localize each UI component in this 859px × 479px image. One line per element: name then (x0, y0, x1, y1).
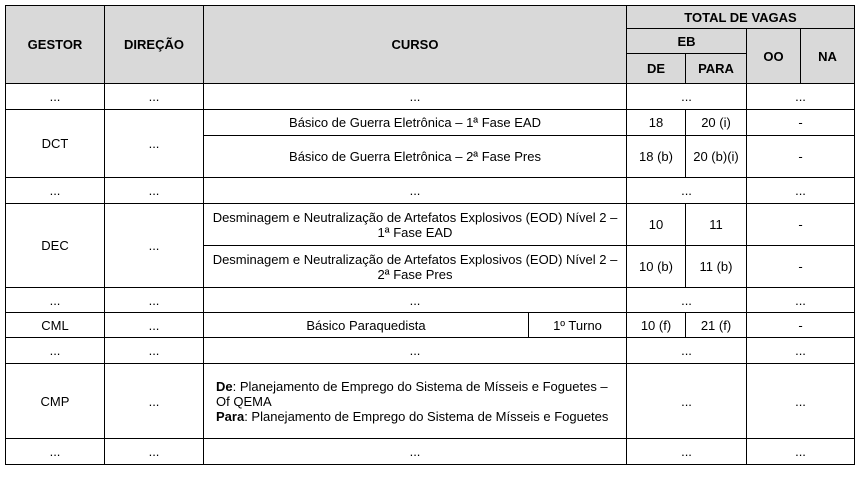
ellipsis-cell: ... (747, 178, 855, 204)
oo-cell: - (747, 204, 855, 246)
para-cell: 20 (i) (686, 110, 747, 136)
ellipsis-cell: ... (105, 84, 204, 110)
ellipsis-cell: ... (204, 178, 627, 204)
gestor-cell: CML (6, 313, 105, 338)
para-text: : Planejamento de Emprego do Sistema de Mísseis e Foguetes (244, 408, 609, 424)
de-cell: 18 (627, 110, 686, 136)
ellipsis-cell: ... (204, 439, 627, 465)
header-direcao: DIREÇÃO (105, 6, 204, 84)
header-eb: EB (627, 29, 747, 54)
gestor-cell: DEC (6, 204, 105, 288)
ellipsis-cell: ... (6, 338, 105, 364)
oo-cell: - (747, 110, 855, 136)
de-label: De (216, 378, 233, 394)
table-row (6, 439, 855, 465)
ellipsis-cell: ... (747, 439, 855, 465)
ellipsis-cell: ... (747, 84, 855, 110)
de-cell: 10 (b) (627, 246, 686, 288)
ellipsis-cell: ... (627, 288, 747, 313)
de-cell: 10 (627, 204, 686, 246)
table-row (6, 204, 855, 246)
curso-cell: Desminagem e Neutralização de Artefatos Explosivos (EOD) Nível 2 – 1ª Fase EAD (204, 204, 627, 246)
ellipsis-cell: ... (627, 178, 747, 204)
table-row (6, 364, 855, 439)
ellipsis-cell: ... (6, 178, 105, 204)
ellipsis-cell: ... (204, 338, 627, 364)
para-cell: 20 (b)(i) (686, 136, 747, 178)
curso-cell: Básico de Guerra Eletrônica – 2ª Fase Pres (204, 136, 627, 178)
header-total-vagas: TOTAL DE VAGAS (627, 6, 855, 29)
turno-cell: 1º Turno (529, 313, 627, 338)
header-para: PARA (686, 54, 747, 84)
ellipsis-cell: ... (6, 288, 105, 313)
header-gestor: GESTOR (6, 6, 105, 84)
de-line (216, 379, 623, 409)
ellipsis-cell: ... (204, 84, 627, 110)
oo-cell: - (747, 136, 855, 178)
de-cell: 10 (f) (627, 313, 686, 338)
ellipsis-cell: ... (747, 338, 855, 364)
table-row (6, 84, 855, 110)
ellipsis-cell: ... (105, 338, 204, 364)
para-cell: 11 (686, 204, 747, 246)
direcao-cell: ... (105, 313, 204, 338)
direcao-cell: ... (105, 364, 204, 439)
curso-cell (204, 364, 627, 439)
oo-cell: - (747, 313, 855, 338)
ellipsis-cell: ... (627, 84, 747, 110)
table-row (6, 110, 855, 136)
table-row (6, 288, 855, 313)
table-row (6, 178, 855, 204)
table-row (6, 313, 855, 338)
gestor-cell: CMP (6, 364, 105, 439)
para-line (216, 409, 623, 424)
table-row (6, 338, 855, 364)
curso-cell: Básico Paraquedista (204, 313, 529, 338)
header-de: DE (627, 54, 686, 84)
vagas-cell: ... (627, 364, 747, 439)
para-label: Para (216, 408, 245, 424)
oo-cell: - (747, 246, 855, 288)
para-cell: 21 (f) (686, 313, 747, 338)
gestor-cell: DCT (6, 110, 105, 178)
oo-cell: ... (747, 364, 855, 439)
curso-cell: Desminagem e Neutralização de Artefatos Explosivos (EOD) Nível 2 – 2ª Fase Pres (204, 246, 627, 288)
ellipsis-cell: ... (6, 439, 105, 465)
ellipsis-cell: ... (747, 288, 855, 313)
de-cell: 18 (b) (627, 136, 686, 178)
vagas-table (5, 5, 855, 465)
para-cell: 11 (b) (686, 246, 747, 288)
direcao-cell: ... (105, 204, 204, 288)
ellipsis-cell: ... (204, 288, 627, 313)
ellipsis-cell: ... (627, 439, 747, 465)
de-text: : Planejamento de Emprego do Sistema de Mísseis e Foguetes – Of QEMA (216, 378, 608, 409)
ellipsis-cell: ... (105, 178, 204, 204)
direcao-cell: ... (105, 110, 204, 178)
header-oo: OO (747, 29, 801, 84)
header-curso: CURSO (204, 6, 627, 84)
ellipsis-cell: ... (627, 338, 747, 364)
curso-cell: Básico de Guerra Eletrônica – 1ª Fase EAD (204, 110, 627, 136)
header-na: NA (801, 29, 855, 84)
ellipsis-cell: ... (6, 84, 105, 110)
ellipsis-cell: ... (105, 288, 204, 313)
ellipsis-cell: ... (105, 439, 204, 465)
